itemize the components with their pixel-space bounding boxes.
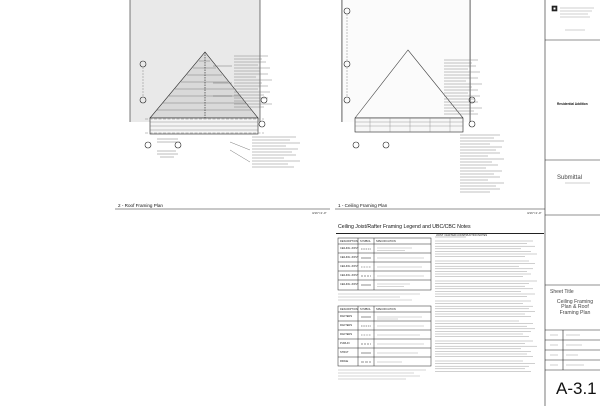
table1-row-label: CEILING JOIST bbox=[340, 283, 359, 286]
table2-row-label: PURLIN bbox=[340, 342, 350, 345]
table2-row-label: RAFTERS bbox=[340, 333, 353, 336]
notes-header: JOIST / RAFTER CONSTRUCTION NOTES bbox=[436, 234, 488, 237]
legend-title: Ceiling Joist/Rafter Framing Legend and UBC/CBC Notes bbox=[338, 224, 471, 230]
table1-header-symbol: SYMBOL bbox=[360, 240, 371, 243]
table1-row-label: CEILING JOIST bbox=[340, 247, 359, 250]
status-label: Submittal bbox=[557, 175, 583, 181]
table1-row-label: CEILING JOIST bbox=[340, 274, 359, 277]
ceiling-framing-plan bbox=[342, 0, 475, 148]
sheet-number: A-3.1 bbox=[556, 379, 597, 398]
sheet-title-label: Sheet Title bbox=[550, 289, 574, 295]
table1-header-description: DESCRIPTION bbox=[340, 240, 358, 243]
table2-row-label: STRUT bbox=[340, 351, 349, 354]
table2-header-specification: SPECIFICATION bbox=[376, 308, 396, 311]
roof-plan-title: 2 - Roof Framing Plan bbox=[118, 203, 163, 208]
table1-row-label: CEILING JOIST bbox=[340, 265, 359, 268]
sheet-title: Ceiling Framing Plan & Roof Framing Plan bbox=[556, 299, 594, 316]
table2-row-label: RAFTERS bbox=[340, 324, 353, 327]
project-label: Residential Addition bbox=[557, 102, 588, 106]
table2-row-label: RIDGE bbox=[340, 360, 349, 363]
table1-header-specification: SPECIFICATION bbox=[376, 240, 396, 243]
roof-plan-scale: 3/16"=1'-0" bbox=[312, 211, 327, 215]
table2-header-description: DESCRIPTION bbox=[340, 308, 358, 311]
table2-header-symbol: SYMBOL bbox=[360, 308, 371, 311]
table2-row-label: RAFTERS bbox=[340, 315, 353, 318]
ceiling-plan-scale: 3/16"=1'-0" bbox=[527, 211, 542, 215]
table1-row-label: CEILING JOIST bbox=[340, 256, 359, 259]
roof-framing-plan bbox=[130, 0, 267, 162]
ceiling-plan-title: 1 - Ceiling Framing Plan bbox=[338, 203, 388, 208]
